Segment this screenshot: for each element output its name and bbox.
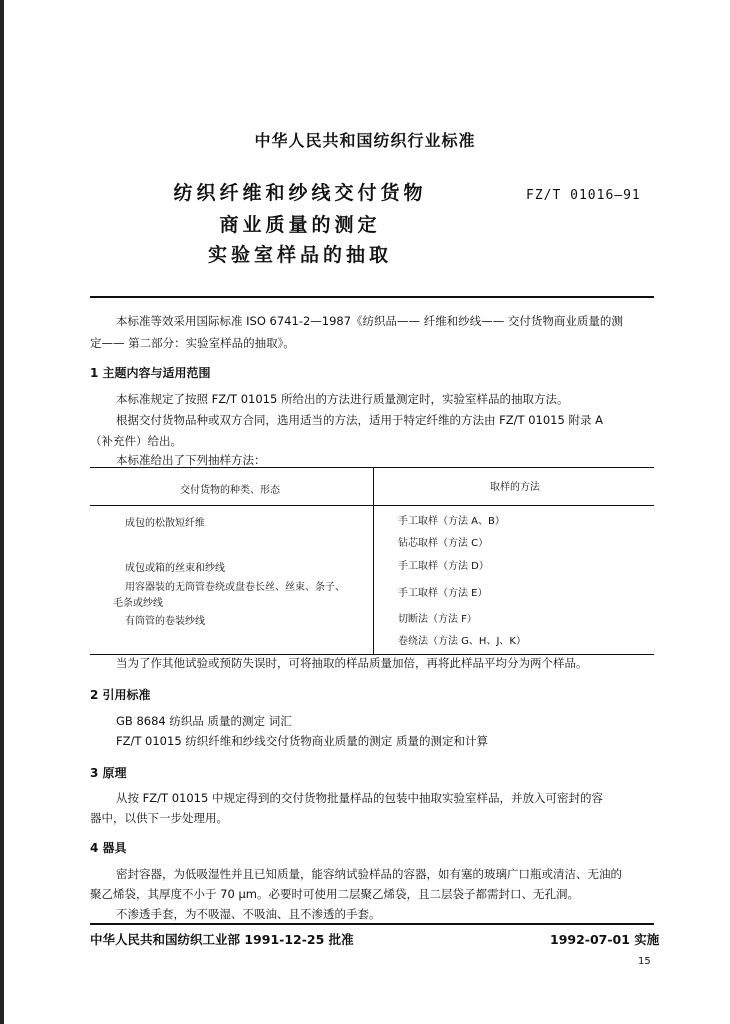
approval-info: 中华人民共和国纺织工业部 1991-12-25 批准	[90, 932, 354, 947]
table-column-divider	[373, 467, 374, 654]
section-1-p2b: （补充件）给出。	[90, 434, 182, 448]
table-top-rule	[90, 467, 654, 468]
page-number: 15	[638, 956, 651, 967]
section-1-p1: 本标准规定了按照 FZ/T 01015 所给出的方法进行质量测定时，实验室样品的抽取方法。	[116, 392, 569, 406]
intro-line-2: 定—— 第二部分：实验室样品的抽取》。	[90, 336, 295, 350]
section-2-ref-2: FZ/T 01015 纺织纤维和纱线交付货物商业质量的测定 质量的测定和计算	[116, 734, 488, 748]
after-table-note: 当为了作其他试验或预防失误时，可将抽取的样品质量加倍，再将此样品平均分为两个样品。	[116, 656, 588, 670]
table-right-row-5: 切断法（方法 F）	[398, 614, 477, 625]
standard-code: FZ/T 01016—91	[526, 188, 641, 203]
title-line-2: 商业质量的测定	[219, 214, 381, 236]
scan-edge	[0, 0, 4, 1024]
section-4-heading: 4 器具	[90, 841, 127, 855]
section-4-p2: 不渗透手套，为不吸湿、不吸油、且不渗透的手套。	[116, 907, 381, 921]
footer-rule	[90, 923, 654, 925]
section-4-p1b: 聚乙烯袋，其厚度不小于 70 μm。必要时可使用二层聚乙烯袋，且二层袋子都需封口、无孔洞。	[90, 887, 579, 901]
table-left-row-3a: 用容器装的无筒管卷绕或盘卷长丝、丝束、条子、	[125, 582, 345, 593]
title-rule	[90, 296, 654, 298]
section-3-p1b: 器中，以供下一步处理用。	[90, 811, 228, 825]
table-left-row-4: 有筒管的卷装纱线	[125, 616, 205, 627]
table-right-row-3: 手工取样（方法 D）	[398, 561, 489, 572]
table-right-row-4: 手工取样（方法 E）	[398, 588, 488, 599]
table-left-row-3b: 毛条或纱线	[113, 598, 163, 609]
standard-org: 中华人民共和国纺织行业标准	[254, 131, 476, 150]
section-3-heading: 3 原理	[90, 766, 127, 780]
section-1-p3: 本标准给出了下列抽样方法：	[116, 453, 266, 467]
title-line-1: 纺织纤维和纱线交付货物	[173, 182, 427, 204]
title-line-3: 实验室样品的抽取	[207, 244, 392, 266]
table-right-row-2: 钻芯取样（方法 C）	[398, 538, 489, 549]
table-right-row-1: 手工取样（方法 A、B）	[398, 516, 505, 527]
table-header-rule	[90, 505, 654, 506]
table-header-left: 交付货物的种类、形态	[180, 485, 280, 496]
effective-date: 1992-07-01 实施	[550, 932, 660, 947]
section-2-heading: 2 引用标准	[90, 688, 151, 702]
section-1-heading: 1 主题内容与适用范围	[90, 366, 211, 380]
section-1-p2a: 根据交付货物品种或双方合同，选用适当的方法，适用于特定纤维的方法由 FZ/T 01015 附录 A	[116, 413, 603, 427]
table-header-right: 取样的方法	[490, 482, 540, 493]
intro-line-1: 本标准等效采用国际标准 ISO 6741-2—1987《纺织品—— 纤维和纱线—— 交付货物商业质量的测	[116, 314, 623, 328]
table-right-row-6: 卷绕法（方法 G、H、J、K）	[398, 636, 526, 647]
table-left-row-2: 成包或箱的丝束和纱线	[125, 563, 225, 574]
section-2-ref-1: GB 8684 纺织品 质量的测定 词汇	[116, 714, 292, 728]
table-left-row-1: 成包的松散短纤维	[125, 518, 205, 529]
section-3-p1a: 从按 FZ/T 01015 中规定得到的交付货物批量样品的包装中抽取实验室样品，并放入可密封的容	[116, 791, 603, 805]
section-4-p1a: 密封容器，为低吸湿性并且已知质量，能容纳试验样品的容器，如有塞的玻璃广口瓶或清洁、无油的	[116, 867, 622, 881]
